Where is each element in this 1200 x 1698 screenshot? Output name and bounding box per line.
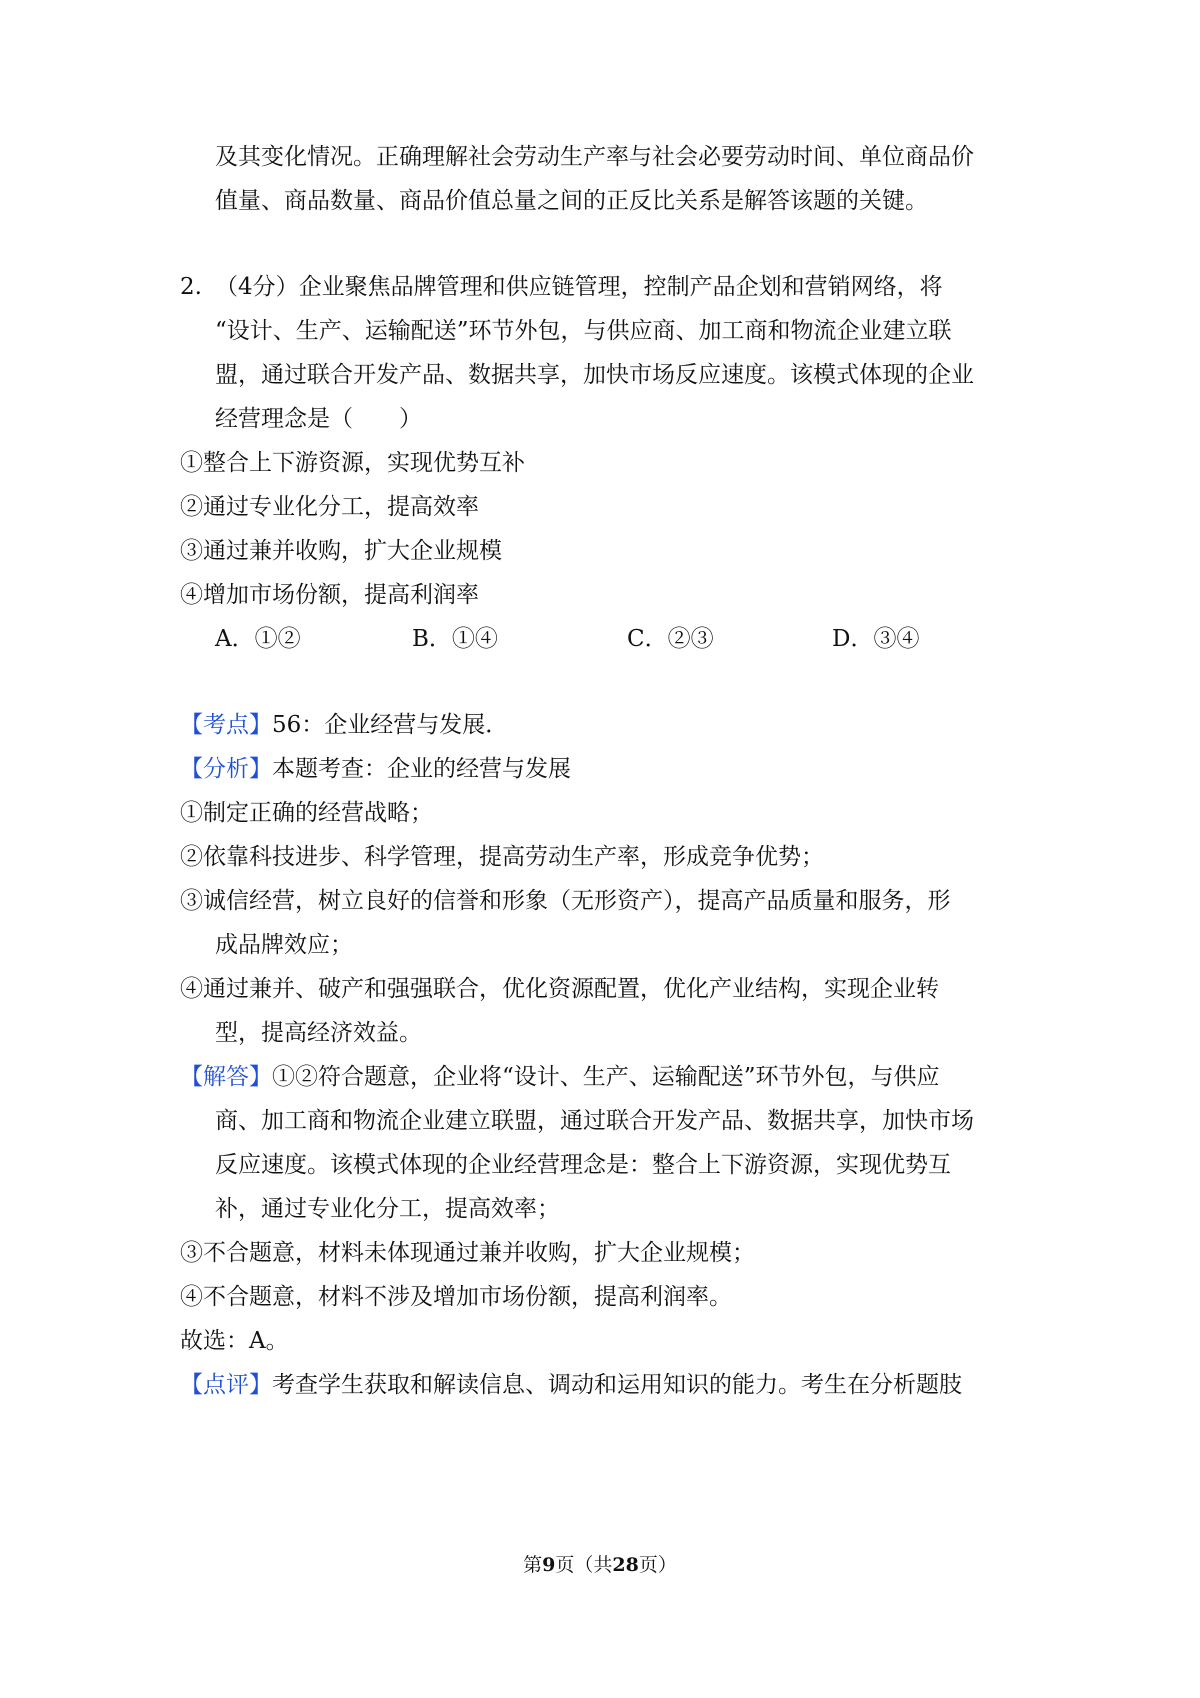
dianping-tag: 【点评】 bbox=[180, 1372, 272, 1398]
statement-item: ①整合上下游资源，实现优势互补 bbox=[180, 450, 525, 476]
page-footer bbox=[0, 1552, 1200, 1578]
jieda-cont: 商、加工商和物流企业建立联盟，通过联合开发产品、数据共享，加快市场 bbox=[215, 1108, 974, 1134]
fenxi-item: ③诚信经营，树立良好的信誉和形象（无形资产），提高产品质量和服务，形 bbox=[180, 888, 951, 914]
answer-line: 故选：A。 bbox=[180, 1328, 289, 1354]
kaodian-tag: 【考点】 bbox=[180, 712, 272, 738]
fenxi-item-cont: 成品牌效应； bbox=[215, 932, 353, 958]
footer-total-pages: 28 bbox=[612, 1554, 639, 1576]
option-b: B．①④ bbox=[412, 626, 498, 652]
jieda-text: ①②符合题意，企业将“设计、生产、运输配送”环节外包，与供应 bbox=[272, 1064, 940, 1090]
paragraph-line: 值量、商品数量、商品价值总量之间的正反比关系是解答该题的关键。 bbox=[215, 188, 928, 214]
question-line: （4分）企业聚焦品牌管理和供应链管理，控制产品企划和营销网络，将 bbox=[215, 274, 943, 300]
paragraph-line: 及其变化情况。正确理解社会劳动生产率与社会必要劳动时间、单位商品价 bbox=[215, 144, 974, 170]
fenxi-item: ④通过兼并、破产和强强联合，优化资源配置，优化产业结构，实现企业转 bbox=[180, 976, 939, 1002]
option-d: D．③④ bbox=[832, 626, 920, 652]
fenxi-line bbox=[180, 752, 571, 786]
question-line: 经营理念是（ ） bbox=[215, 406, 422, 432]
fenxi-item-cont: 型，提高经济效益。 bbox=[215, 1020, 422, 1046]
statement-item: ④增加市场份额，提高利润率 bbox=[180, 582, 479, 608]
jieda-tag: 【解答】 bbox=[180, 1064, 272, 1090]
jieda-cont: 反应速度。该模式体现的企业经营理念是：整合上下游资源，实现优势互 bbox=[215, 1152, 951, 1178]
footer-suffix: 页） bbox=[638, 1554, 677, 1576]
fenxi-text: 本题考查：企业的经营与发展 bbox=[272, 756, 571, 782]
statement-item: ②通过专业化分工，提高效率 bbox=[180, 494, 479, 520]
fenxi-tag: 【分析】 bbox=[180, 756, 272, 782]
fenxi-item: ②依靠科技进步、科学管理，提高劳动生产率，形成竞争优势； bbox=[180, 844, 824, 870]
question-number: 2. bbox=[180, 274, 202, 300]
statement-item: ③通过兼并收购，扩大企业规模 bbox=[180, 538, 502, 564]
kaodian-line bbox=[180, 708, 508, 742]
jieda-item: ④不合题意，材料不涉及增加市场份额，提高利润率。 bbox=[180, 1284, 732, 1310]
footer-prefix: 第 bbox=[523, 1554, 543, 1576]
footer-middle: 页（共 bbox=[555, 1554, 613, 1576]
dianping-text: 考查学生获取和解读信息、调动和运用知识的能力。考生在分析题肢 bbox=[272, 1372, 962, 1398]
question-line: “设计、生产、运输配送”环节外包，与供应商、加工商和物流企业建立联 bbox=[215, 318, 952, 344]
jieda-item: ③不合题意，材料未体现通过兼并收购，扩大企业规模； bbox=[180, 1240, 755, 1266]
jieda-cont: 补，通过专业化分工，提高效率； bbox=[215, 1196, 560, 1222]
question-line: 盟，通过联合开发产品、数据共享，加快市场反应速度。该模式体现的企业 bbox=[215, 362, 974, 388]
option-c: C．②③ bbox=[627, 626, 714, 652]
jieda-line bbox=[180, 1060, 940, 1094]
kaodian-text: 56：企业经营与发展． bbox=[272, 712, 509, 738]
fenxi-item: ①制定正确的经营战略； bbox=[180, 800, 433, 826]
dianping-line bbox=[180, 1368, 962, 1402]
option-a: A．①② bbox=[215, 626, 301, 652]
footer-page-number: 9 bbox=[542, 1554, 556, 1576]
